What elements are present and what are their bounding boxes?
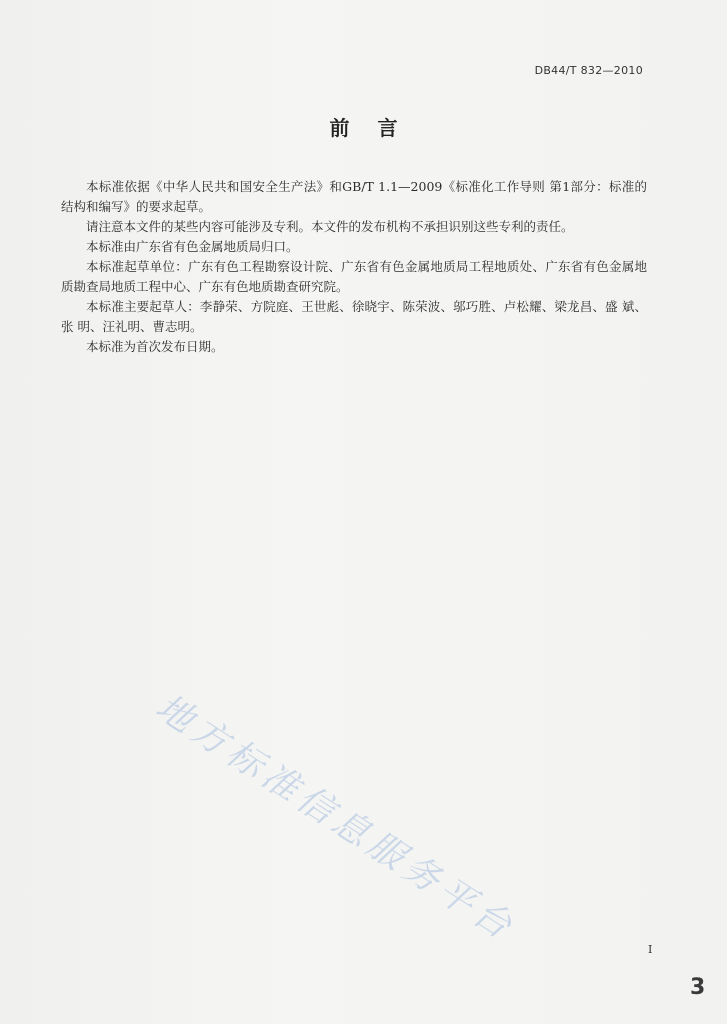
paragraph-release: 本标准为首次发布日期。 [86, 339, 224, 354]
paragraph-drafters: 本标准主要起草人：李静荣、方院庭、王世彪、徐晓宇、陈荣波、邬巧胜、卢松耀、梁龙昌、盛 斌、张 明、汪礼明、曹志明。 [61, 299, 647, 334]
page-number: 3 [690, 975, 706, 1000]
paragraph-basis: 本标准依据《中华人民共和国安全生产法》和GB/T 1.1—2009《标准化工作导则 第1部分：标准的结构和编写》的要求起草。 [61, 179, 647, 214]
watermark: 地方标准信息服务平台 [148, 686, 523, 950]
page-title: 前言 [329, 116, 426, 140]
paragraph-drafting-units: 本标准起草单位：广东有色工程勘察设计院、广东省有色金属地质局工程地质处、广东省有色金属地质勘查局地质工程中心、广东有色地质勘查研究院。 [61, 259, 647, 294]
body-text [61, 177, 647, 357]
document-code: DB44/T 832—2010 [534, 64, 643, 77]
paragraph-administration: 本标准由广东省有色金属地质局归口。 [86, 239, 299, 254]
paragraph-patent-notice: 请注意本文件的某些内容可能涉及专利。本文件的发布机构不承担识别这些专利的责任。 [86, 219, 574, 234]
page-roman-numeral: I [648, 943, 653, 956]
